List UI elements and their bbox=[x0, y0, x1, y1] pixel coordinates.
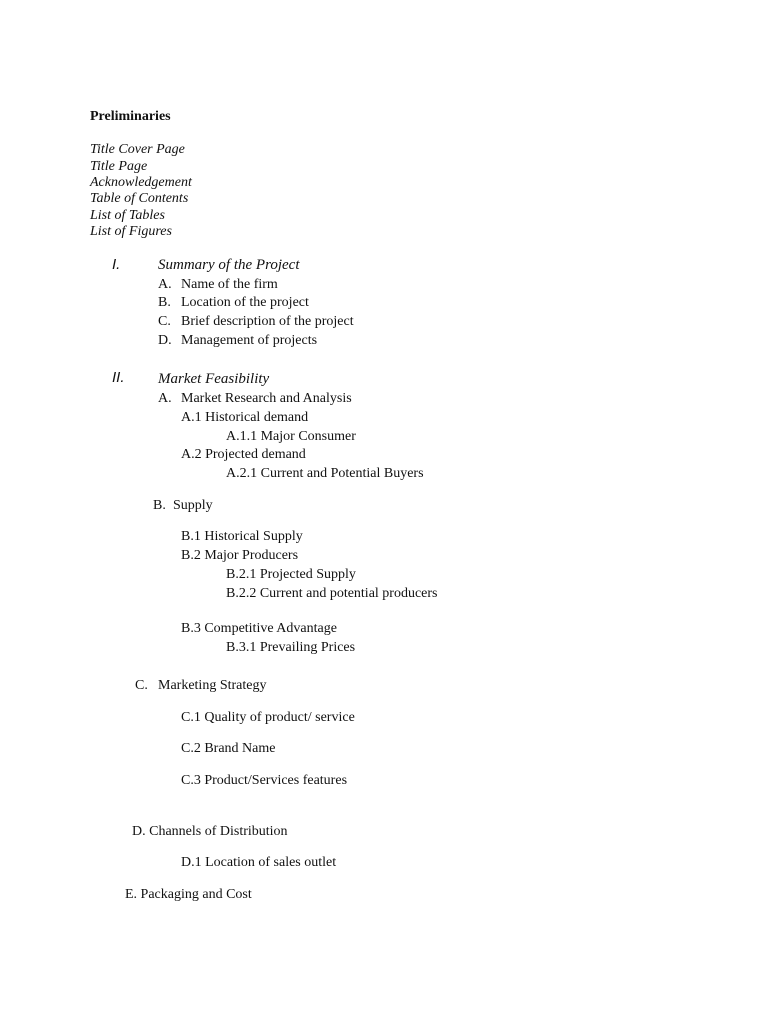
preliminaries-heading: Preliminaries bbox=[90, 109, 171, 124]
sub-item: C.2 Brand Name bbox=[181, 741, 276, 756]
list-item: D. Channels of Distribution bbox=[132, 824, 288, 839]
list-item: Market Research and Analysis bbox=[181, 391, 352, 406]
list-marker: B. bbox=[158, 295, 171, 310]
preliminaries-item: Title Cover Page bbox=[90, 142, 185, 157]
list-marker: C. bbox=[158, 314, 171, 329]
section-title: Summary of the Project bbox=[158, 257, 300, 273]
list-item: E. Packaging and Cost bbox=[125, 887, 252, 902]
sub-item: C.1 Quality of product/ service bbox=[181, 710, 355, 725]
preliminaries-item: Title Page bbox=[90, 159, 148, 174]
sub-item: C.3 Product/Services features bbox=[181, 773, 348, 788]
preliminaries-item: Acknowledgement bbox=[90, 175, 192, 190]
sub-item: A.2 Projected demand bbox=[181, 447, 306, 462]
section-numeral: II. bbox=[112, 369, 125, 386]
sub-sub-item: A.2.1 Current and Potential Buyers bbox=[226, 466, 424, 481]
sub-item: B.3 Competitive Advantage bbox=[181, 621, 337, 636]
list-marker: D. bbox=[158, 333, 172, 348]
sub-sub-item: B.3.1 Prevailing Prices bbox=[226, 640, 356, 655]
list-marker: B. bbox=[153, 498, 166, 513]
sub-sub-item: B.2.2 Current and potential producers bbox=[226, 586, 438, 601]
list-marker: C. bbox=[135, 678, 148, 693]
list-marker: A. bbox=[158, 277, 172, 292]
sub-item: A.1 Historical demand bbox=[181, 410, 309, 425]
section-title: Market Feasibility bbox=[158, 371, 270, 387]
sub-item: B.2 Major Producers bbox=[181, 548, 299, 563]
list-item: Name of the firm bbox=[181, 277, 278, 292]
sub-sub-item: B.2.1 Projected Supply bbox=[226, 567, 356, 582]
sub-sub-item: A.1.1 Major Consumer bbox=[226, 429, 356, 444]
sub-item: D.1 Location of sales outlet bbox=[181, 855, 337, 870]
preliminaries-item: List of Figures bbox=[90, 224, 172, 239]
list-item: Brief description of the project bbox=[181, 314, 354, 329]
section-numeral: I. bbox=[112, 256, 121, 273]
preliminaries-item: List of Tables bbox=[90, 208, 165, 223]
list-marker: A. bbox=[158, 391, 172, 406]
list-item: Supply bbox=[173, 498, 213, 513]
list-item: Marketing Strategy bbox=[158, 678, 267, 693]
sub-item: B.1 Historical Supply bbox=[181, 529, 303, 544]
preliminaries-item: Table of Contents bbox=[90, 191, 189, 206]
list-item: Location of the project bbox=[181, 295, 309, 310]
list-item: Management of projects bbox=[181, 333, 318, 348]
